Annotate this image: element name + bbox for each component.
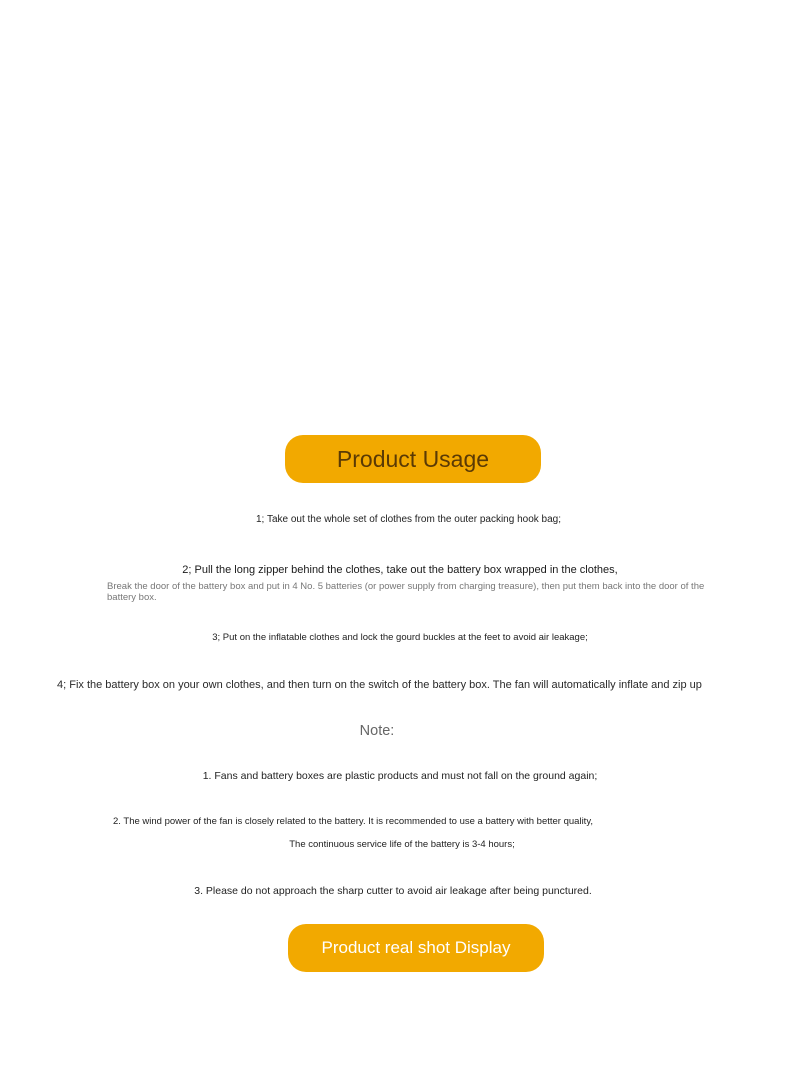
usage-step-3: 3; Put on the inflatable clothes and lock the gourd buckles at the feet to avoid air leakage; [212, 632, 588, 643]
usage-step-1: 1; Take out the whole set of clothes from the outer packing hook bag; [256, 514, 562, 525]
note-heading: Note: [359, 723, 395, 739]
usage-step-4: 4; Fix the battery box on your own clothes, and then turn on the switch of the battery box. The fan will automatically inflate and zip up [57, 679, 702, 691]
note-item-3: 3. Please do not approach the sharp cutter to avoid air leakage after being punctured. [194, 885, 592, 897]
usage-step-2: 2; Pull the long zipper behind the clothes, take out the battery box wrapped in the clothes, [182, 564, 618, 576]
usage-step-2-detail: Break the door of the battery box and put in 4 No. 5 batteries (or power supply from charging treasure), then put them back into the door of the battery box. [107, 581, 705, 603]
product-usage-title: Product Usage [336, 445, 490, 472]
product-usage-heading [285, 435, 541, 483]
note-item-1: 1. Fans and battery boxes are plastic products and must not fall on the ground again; [202, 770, 598, 782]
product-display-heading [288, 924, 544, 972]
note-item-2: 2. The wind power of the fan is closely related to the battery. It is recommended to use a battery with better quality, [113, 816, 594, 827]
note-item-2-continued: The continuous service life of the battery is 3-4 hours; [289, 839, 515, 850]
product-display-title: Product real shot Display [321, 938, 511, 957]
